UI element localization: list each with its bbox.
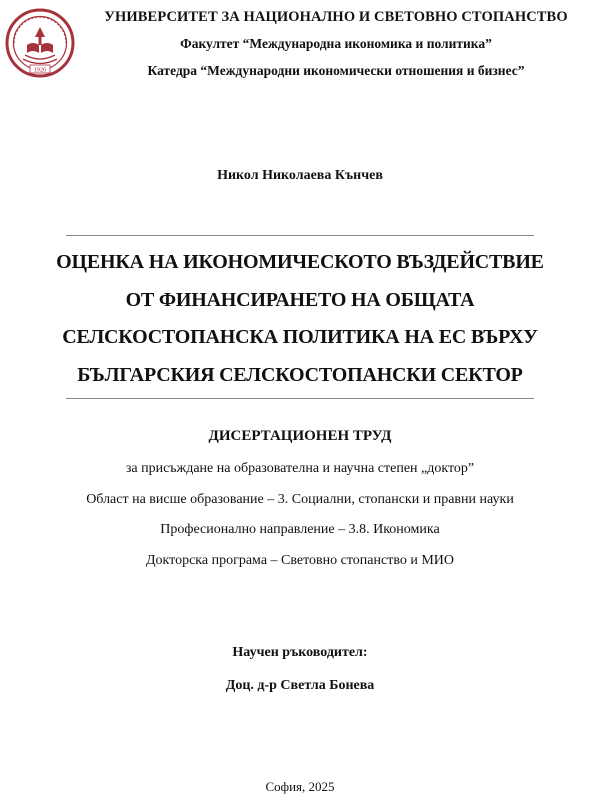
logo-year: 1920 (33, 66, 47, 74)
detail-line: за присъждане на образователна и научна степен „доктор” (125, 461, 475, 476)
detail-line: Област на висше образование – 3. Социални, стопански и правни науки (86, 491, 514, 507)
title-bottom-rule (66, 398, 534, 399)
university-name: УНИВЕРСИТЕТ ЗА НАЦИОНАЛНО И СВЕТОВНО СТОПАНСТВО (104, 9, 568, 25)
supervisor-name: Доц. д-р Светла Бонева (225, 678, 375, 693)
institution-header (78, 0, 594, 79)
university-seal-logo (5, 5, 75, 81)
title-top-rule (66, 235, 534, 236)
detail-line: Професионално направление – 3.8. Икономика (160, 522, 440, 537)
title-line: ОТ ФИНАНСИРАНЕТО НА ОБЩАТА (125, 288, 475, 311)
title-line: ОЦЕНКА НА ИКОНОМИЧЕСКОТО ВЪЗДЕЙСТВИЕ (56, 251, 544, 273)
dissertation-details (0, 460, 600, 582)
title-line: СЕЛСКОСТОПАНСКА ПОЛИТИКА НА ЕС ВЪРХУ (62, 326, 538, 348)
detail-line: Докторска програма – Световно стопанство и МИО (145, 552, 454, 568)
place-and-year: София, 2025 (265, 779, 335, 794)
department-name: Катедра “Международни икономически отношения и бизнес” (147, 63, 525, 78)
dissertation-type: ДИСЕРТАЦИОНЕН ТРУД (208, 428, 392, 444)
author-name: Никол Николаева Кънчев (217, 168, 383, 183)
faculty-name: Факултет “Международна икономика и политика” (180, 36, 492, 51)
dissertation-title (40, 244, 560, 394)
title-line: БЪЛГАРСКИЯ СЕЛСКОСТОПАНСКИ СЕКТОР (77, 363, 523, 386)
supervisor-label: Научен ръководител: (232, 645, 368, 660)
